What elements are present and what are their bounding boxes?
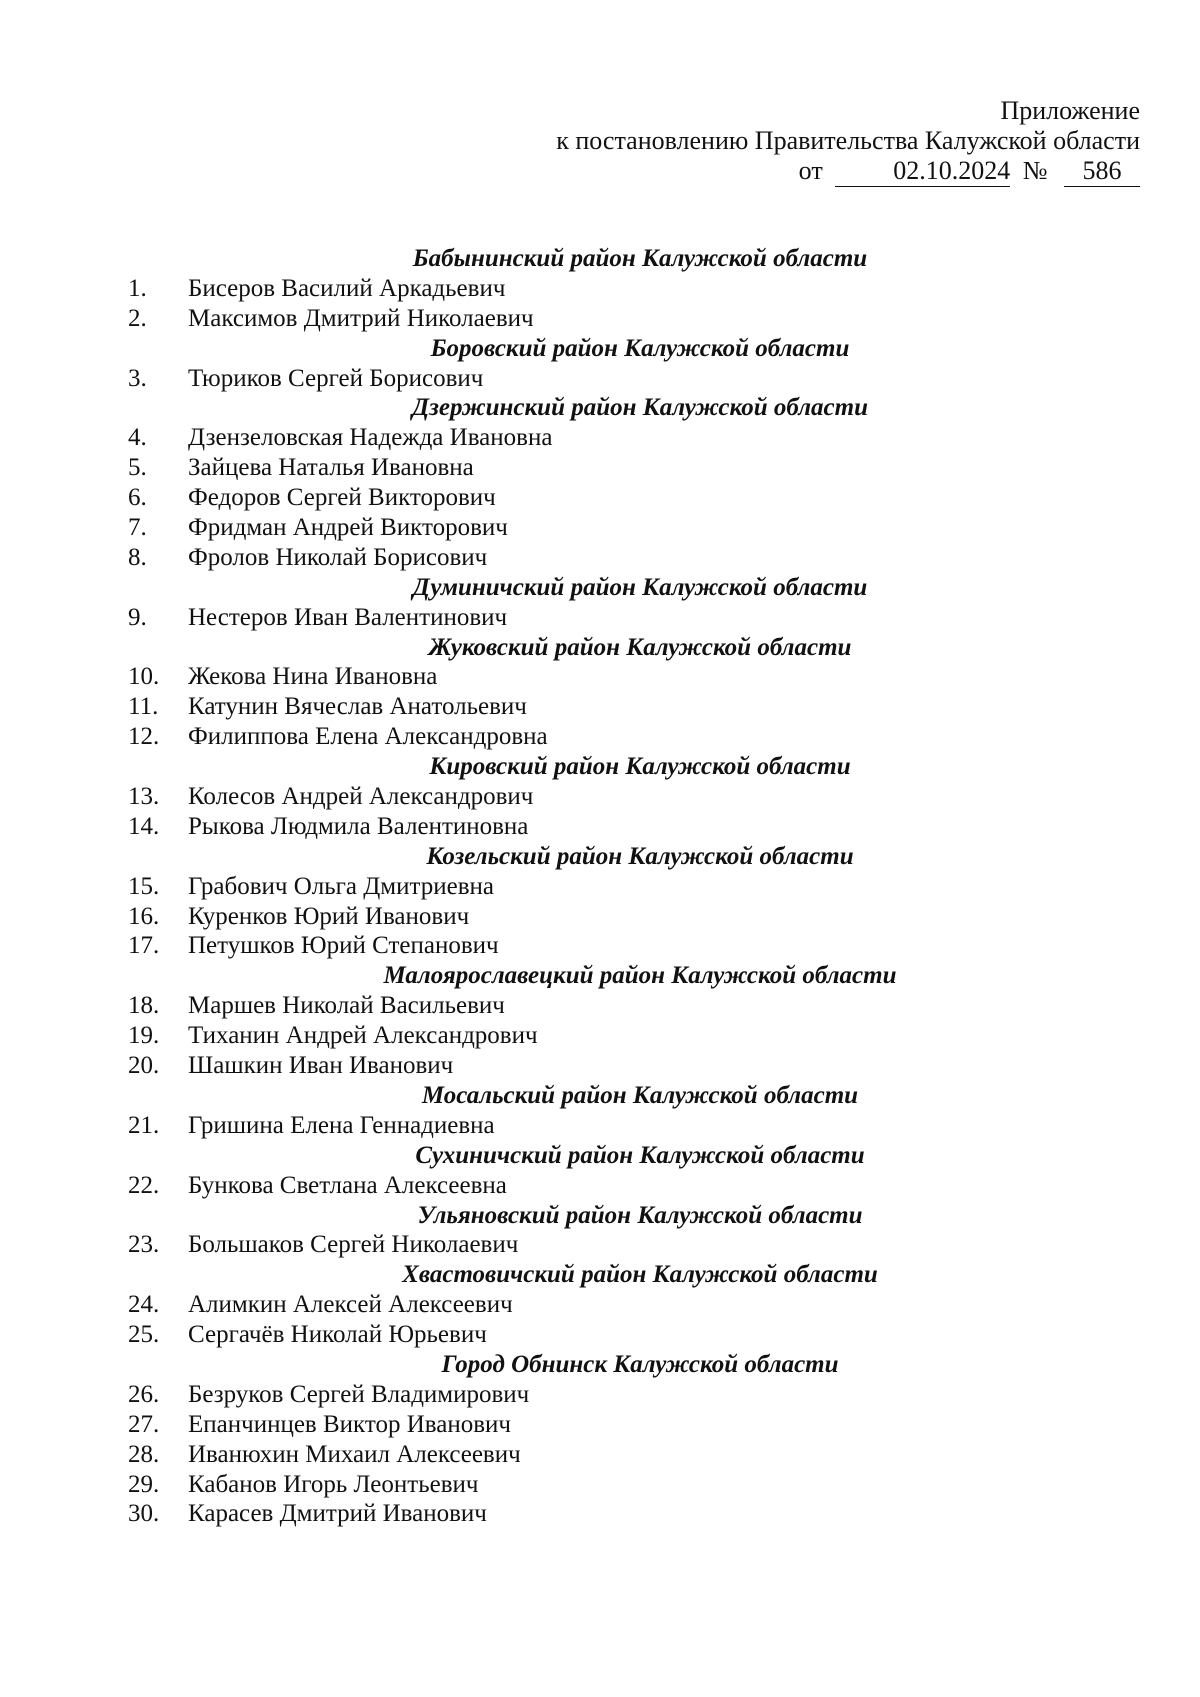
person-name: Безруков Сергей Владимирович — [188, 1380, 530, 1408]
item-number: 29. — [128, 1470, 160, 1498]
person-name: Епанчинцев Виктор Иванович — [188, 1410, 511, 1438]
person-name: Сергачёв Николай Юрьевич — [188, 1321, 487, 1349]
district-heading: Кировский район Калужской области — [429, 753, 851, 781]
person-name: Гришина Елена Геннадиевна — [188, 1111, 495, 1139]
district-heading: Хвастовичский район Калужской области — [402, 1261, 878, 1289]
item-number: 2. — [128, 304, 147, 332]
person-name: Грабович Ольга Дмитриевна — [188, 872, 494, 900]
appendix-title: Приложение — [1000, 96, 1140, 125]
list-item — [0, 274, 1200, 304]
item-number: 27. — [128, 1410, 160, 1438]
item-number: 28. — [128, 1440, 160, 1468]
district-heading: Дзержинский район Калужской области — [412, 394, 868, 422]
list-item — [0, 1021, 1200, 1051]
item-number: 30. — [128, 1500, 160, 1528]
item-number: 23. — [128, 1231, 160, 1259]
person-name: Кабанов Игорь Леонтьевич — [188, 1470, 479, 1498]
person-name: Нестеров Иван Валентинович — [188, 603, 508, 631]
document-number: 586 — [1064, 156, 1140, 187]
district-heading: Мосальский район Калужской области — [421, 1081, 859, 1109]
item-number: 15. — [128, 872, 160, 900]
person-name: Бункова Светлана Алексеевна — [188, 1171, 507, 1199]
item-number: 22. — [128, 1171, 160, 1199]
district-heading: Думиничский район Калужской области — [412, 573, 868, 601]
district-heading: Город Обнинск Калужской области — [441, 1350, 839, 1378]
list-item — [0, 722, 1200, 752]
item-number: 26. — [128, 1380, 160, 1408]
item-number: 7. — [128, 514, 147, 542]
item-number: 6. — [128, 484, 147, 512]
person-name: Зайцева Наталья Ивановна — [188, 454, 474, 482]
item-number: 19. — [128, 1022, 160, 1050]
person-name: Алимкин Алексей Алексеевич — [188, 1291, 513, 1319]
item-number: 13. — [128, 783, 160, 811]
list-item — [0, 1410, 1200, 1440]
list-item — [0, 1171, 1200, 1201]
item-number: 25. — [128, 1321, 160, 1349]
item-number: 11. — [128, 693, 159, 721]
list-item — [0, 543, 1200, 573]
appendix-reference: к постановлению Правительства Калужской области — [556, 126, 1140, 155]
person-name: Фролов Николай Борисович — [188, 543, 488, 571]
person-name: Бисеров Василий Аркадьевич — [188, 274, 506, 302]
item-number: 14. — [128, 812, 160, 840]
list-item — [0, 364, 1200, 394]
item-number: 20. — [128, 1052, 160, 1080]
list-item — [0, 872, 1200, 902]
person-name: Фридман Андрей Викторович — [188, 514, 508, 542]
district-heading: Сухиничский район Калужской области — [415, 1141, 865, 1169]
item-number: 17. — [128, 932, 160, 960]
list-item — [0, 902, 1200, 932]
person-name: Карасев Дмитрий Иванович — [188, 1500, 487, 1528]
document-date: 02.10.2024 — [835, 156, 1010, 187]
list-item — [0, 931, 1200, 961]
item-number: 5. — [128, 454, 147, 482]
item-number: 10. — [128, 663, 160, 691]
district-heading: Жуковский район Калужской области — [428, 633, 852, 661]
person-name: Жекова Нина Ивановна — [188, 663, 438, 691]
list-item — [0, 782, 1200, 812]
district-heading: Боровский район Калужской области — [430, 334, 850, 362]
list-item — [0, 1111, 1200, 1141]
item-number: 4. — [128, 424, 147, 452]
list-item — [0, 603, 1200, 633]
item-number: 8. — [128, 543, 147, 571]
item-number: 21. — [128, 1111, 160, 1139]
item-number: 18. — [128, 992, 160, 1020]
list-item — [0, 692, 1200, 722]
list-item — [0, 812, 1200, 842]
date-number-line — [556, 156, 1140, 187]
item-number: 16. — [128, 902, 160, 930]
person-name: Колесов Андрей Александрович — [188, 783, 534, 811]
list-item — [0, 662, 1200, 692]
item-number: 24. — [128, 1291, 160, 1319]
nominee-list — [0, 244, 1200, 1529]
list-item — [0, 1440, 1200, 1470]
person-name: Шашкин Иван Иванович — [188, 1052, 454, 1080]
item-number: 12. — [128, 723, 160, 751]
list-item — [0, 1470, 1200, 1500]
district-heading: Малоярославецкий район Калужской области — [383, 962, 897, 990]
person-name: Федоров Сергей Викторович — [188, 484, 496, 512]
list-item — [0, 483, 1200, 513]
person-name: Максимов Дмитрий Николаевич — [188, 304, 534, 332]
person-name: Тюриков Сергей Борисович — [188, 364, 484, 392]
list-item — [0, 1290, 1200, 1320]
list-item — [0, 1051, 1200, 1081]
person-name: Дзензеловская Надежда Ивановна — [188, 424, 553, 452]
item-number: 3. — [128, 364, 147, 392]
list-item — [0, 513, 1200, 543]
list-item — [0, 1320, 1200, 1350]
person-name: Петушков Юрий Степанович — [188, 932, 499, 960]
list-item — [0, 1230, 1200, 1260]
person-name: Рыкова Людмила Валентиновна — [188, 812, 529, 840]
district-heading: Ульяновский район Калужской области — [417, 1201, 863, 1229]
district-heading: Бабынинский район Калужской области — [412, 245, 868, 272]
person-name: Филиппова Елена Александровна — [188, 723, 548, 751]
list-item — [0, 423, 1200, 453]
district-heading: Козельский район Калужской области — [426, 842, 854, 870]
person-name: Маршев Николай Васильевич — [188, 992, 505, 1020]
number-label: № — [1022, 156, 1048, 185]
list-item — [0, 1380, 1200, 1410]
person-name: Катунин Вячеслав Анатольевич — [188, 693, 527, 721]
list-item — [0, 453, 1200, 483]
person-name: Большаков Сергей Николаевич — [188, 1231, 519, 1259]
from-label: от — [798, 156, 823, 185]
item-number: 1. — [128, 274, 147, 302]
item-number: 9. — [128, 603, 147, 631]
list-item — [0, 304, 1200, 334]
person-name: Куренков Юрий Иванович — [188, 902, 470, 930]
list-item — [0, 991, 1200, 1021]
person-name: Тиханин Андрей Александрович — [188, 1022, 538, 1050]
person-name: Иванюхин Михаил Алексеевич — [188, 1440, 521, 1468]
list-item — [0, 1499, 1200, 1529]
appendix-header — [556, 96, 1140, 187]
